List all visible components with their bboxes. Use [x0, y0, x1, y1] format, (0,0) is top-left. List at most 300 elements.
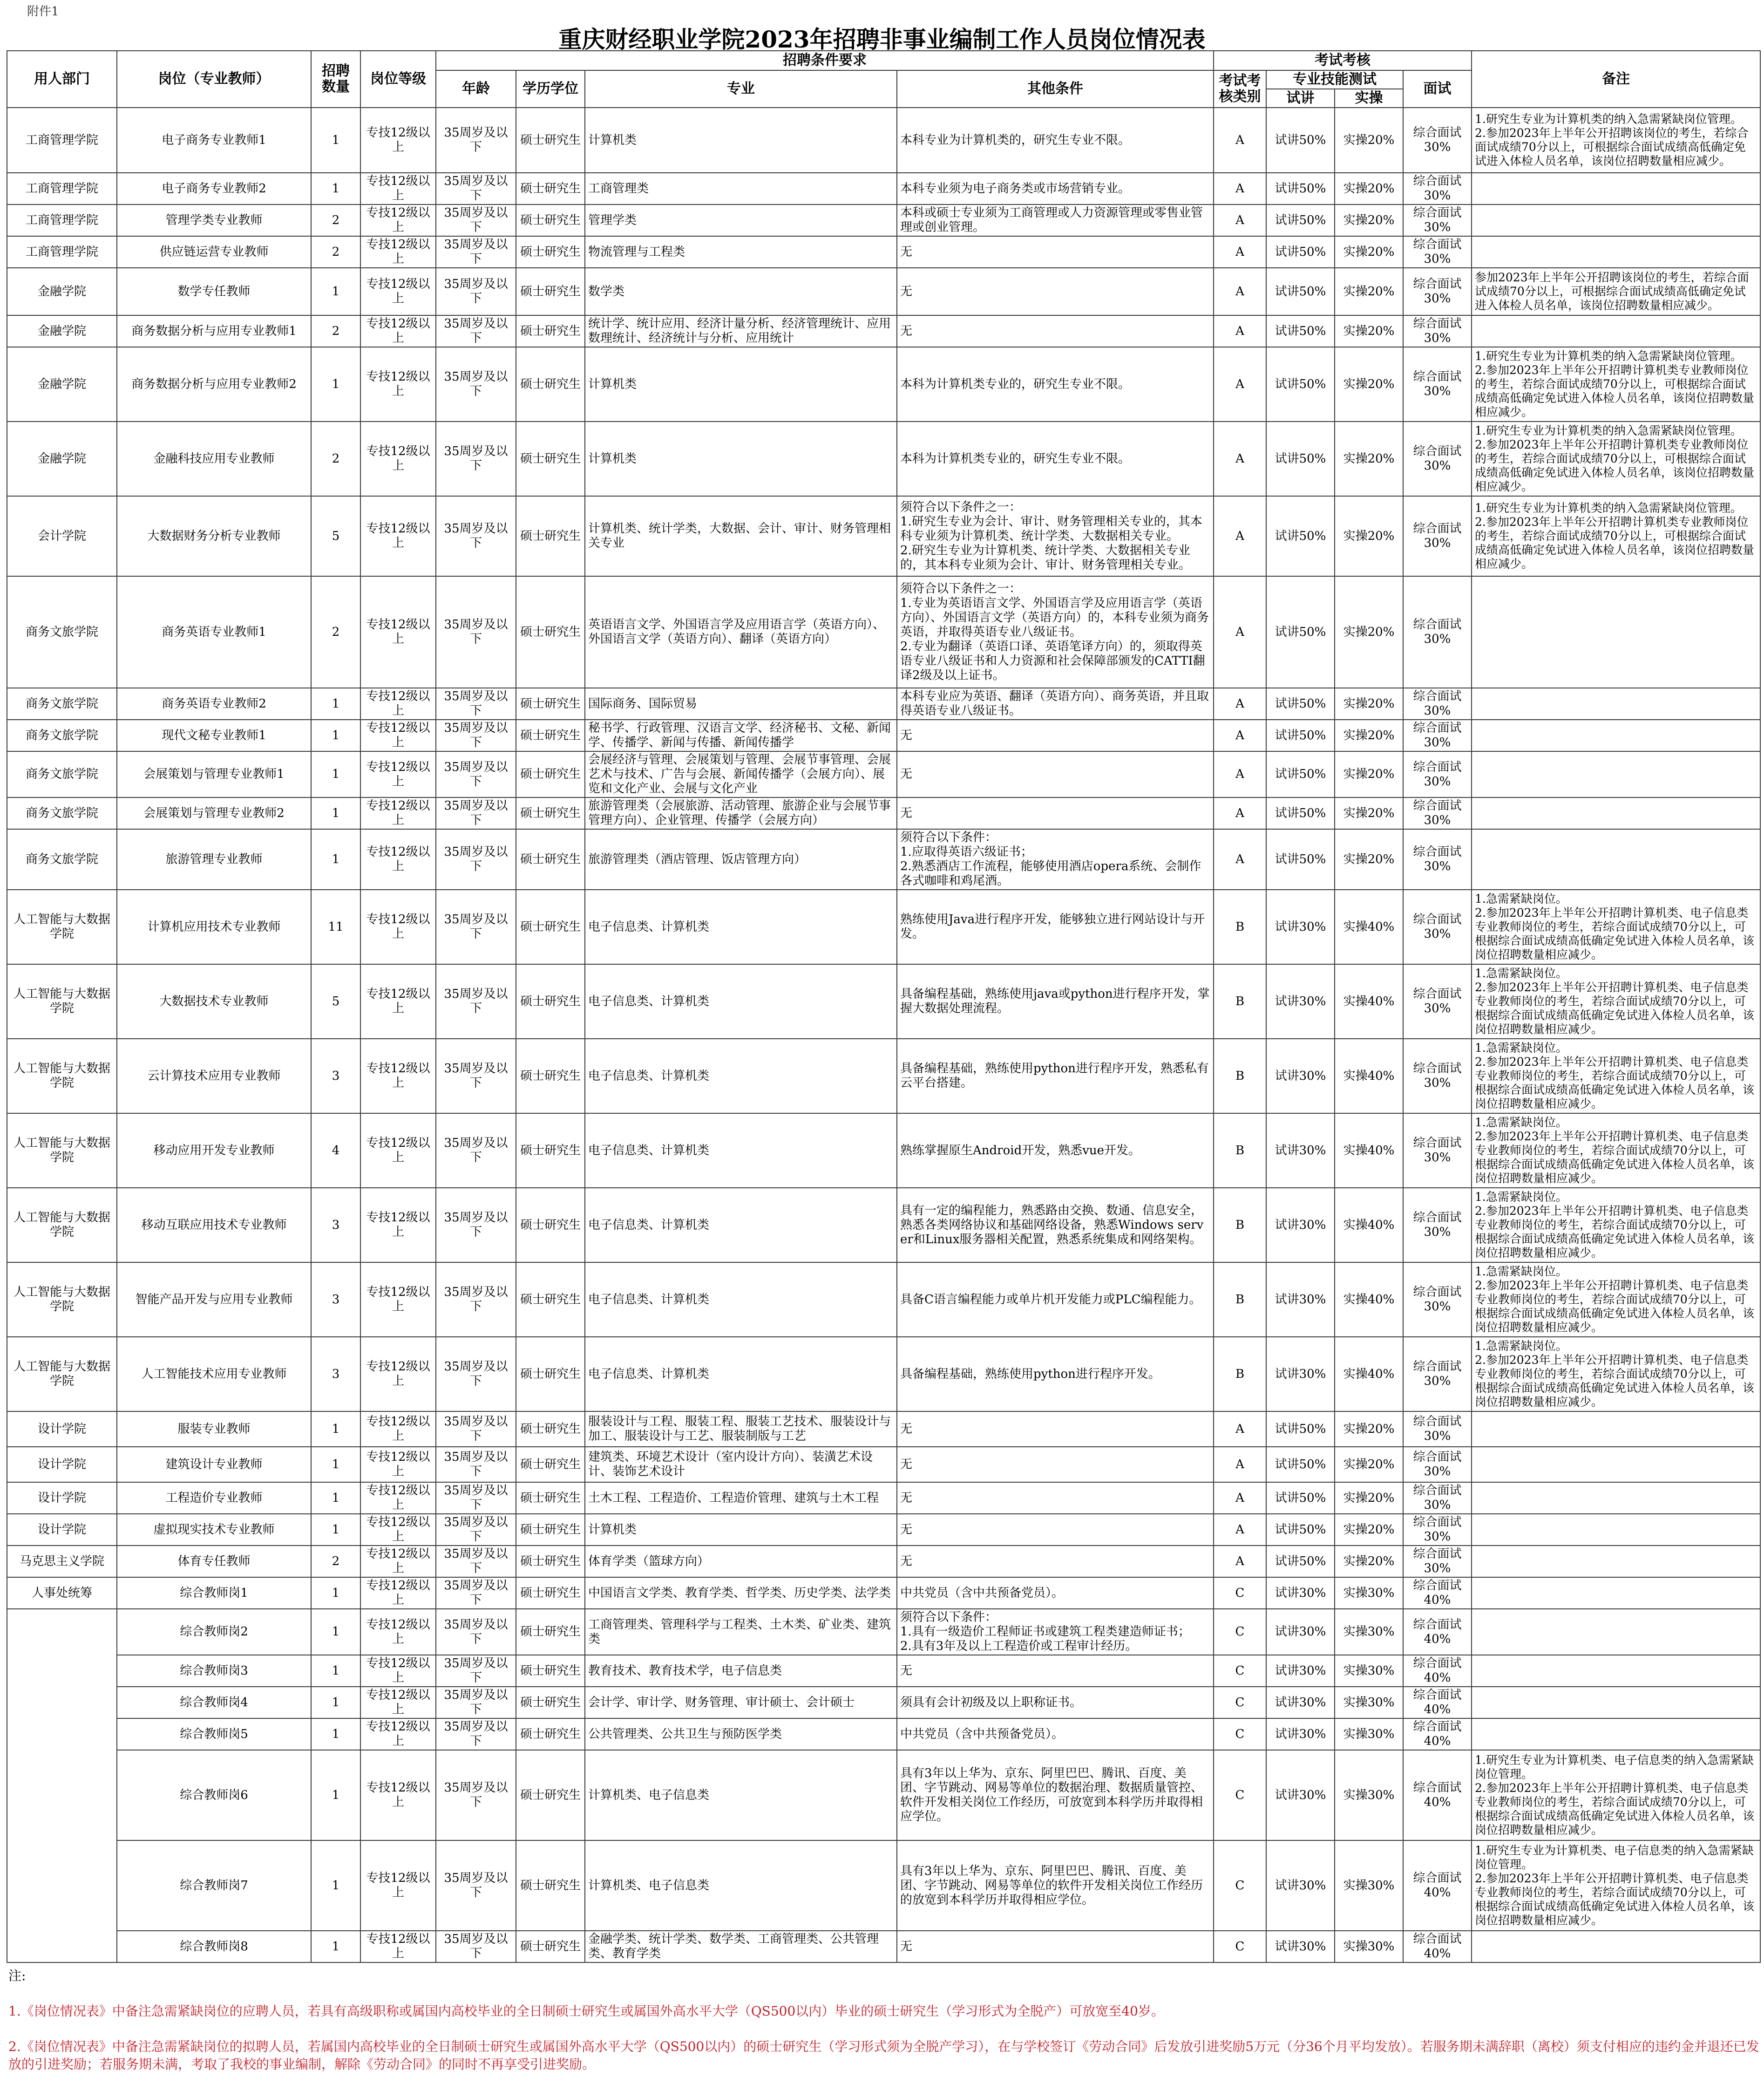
exam-category-cell: A [1214, 496, 1266, 576]
practice-cell: 实操20% [1335, 1546, 1403, 1577]
note-1: 1.《岗位情况表》中备注急需紧缺岗位的应聘人员，若具有高级职称或属国内高校毕业的全日制硕士研究生或属国外高水平大学（QS500以内）毕业的硕士研究生（学习形式为全脱产）可放宽至40岁。 [8, 2003, 1164, 2019]
other-cell: 无 [897, 720, 1214, 751]
count-cell: 1 [311, 347, 360, 422]
age-cell: 35周岁及以下 [436, 1546, 516, 1577]
table-row [7, 422, 1760, 496]
remark-cell [1472, 797, 1760, 829]
dept-cell: 工商管理学院 [7, 173, 117, 204]
practice-cell: 实操30% [1335, 1931, 1403, 1962]
table-body [7, 108, 1760, 1962]
edu-cell: 硕士研究生 [516, 720, 585, 751]
remark-cell [1472, 1655, 1760, 1687]
count-cell: 1 [311, 1931, 360, 1962]
interview-cell: 综合面试 40% [1403, 1750, 1472, 1840]
interview-cell: 综合面试 30% [1403, 1337, 1472, 1411]
remark-cell: 1.急需紧缺岗位。 2.参加2023年上半年公开招聘计算机类、电子信息类专业教师岗位的考生，若综合面试成绩70分以上，可根据综合面试成绩高低确定免试进入体检人员名单，该岗位招聘数量相应减少。 [1472, 1337, 1760, 1411]
other-cell: 具有一定的编程能力，熟悉路由交换、数通、信息安全，熟悉各类网络协议和基础网络设备，熟悉Windows server和Linux服务器相关配置，熟悉系统集成和网络架构。 [897, 1188, 1214, 1262]
exam-category-cell: A [1214, 829, 1266, 890]
major-cell: 电子信息类、计算机类 [585, 1262, 897, 1337]
edu-cell: 硕士研究生 [516, 1655, 585, 1687]
other-cell: 须符合以下条件之一： 1.研究生专业为会计、审计、财务管理相关专业的，其本科专业须为计算机类、统计学类、大数据相关专业。 2.研究生专业为计算机类、统计学类、大数据相关专业的，其本科专业须为会计、审计、财务管理相关专业。 [897, 496, 1214, 576]
practice-cell: 实操20% [1335, 1482, 1403, 1514]
other-cell: 无 [897, 236, 1214, 268]
major-cell: 工商管理类 [585, 173, 897, 204]
remark-cell: 1.急需紧缺岗位。 2.参加2023年上半年公开招聘计算机类、电子信息类专业教师岗位的考生，若综合面试成绩70分以上，可根据综合面试成绩高低确定免试进入体检人员名单，该岗位招聘数量相应减少。 [1472, 1188, 1760, 1262]
count-cell: 1 [311, 1718, 360, 1750]
edu-cell: 硕士研究生 [516, 1447, 585, 1482]
other-cell: 无 [897, 1931, 1214, 1962]
practice-cell: 实操20% [1335, 496, 1403, 576]
dept-cell: 人工智能与大数据学院 [7, 964, 117, 1039]
post-cell: 综合教师岗2 [117, 1609, 311, 1655]
exam-category-cell: B [1214, 1262, 1266, 1337]
remark-cell: 1.急需紧缺岗位。 2.参加2023年上半年公开招聘计算机类、电子信息类专业教师岗位的考生，若综合面试成绩70分以上，可根据综合面试成绩高低确定免试进入体检人员名单，该岗位招聘数量相应减少。 [1472, 1039, 1760, 1113]
interview-cell: 综合面试 30% [1403, 829, 1472, 890]
count-cell: 1 [311, 1482, 360, 1514]
page-title: 重庆财经职业学院2023年招聘非事业编制工作人员岗位情况表 [558, 26, 1206, 53]
count-cell: 2 [311, 315, 360, 347]
header-post: 岗位（专业教师） [117, 51, 311, 108]
edu-cell: 硕士研究生 [516, 204, 585, 236]
exam-category-cell: C [1214, 1687, 1266, 1718]
table-row [7, 204, 1760, 236]
other-cell: 无 [897, 1482, 1214, 1514]
major-cell: 电子信息类、计算机类 [585, 890, 897, 964]
level-cell: 专技12级以上 [360, 1262, 436, 1337]
major-cell: 计算机类、电子信息类 [585, 1750, 897, 1840]
lecture-cell: 试讲30% [1266, 1262, 1335, 1337]
interview-cell: 综合面试 30% [1403, 797, 1472, 829]
major-cell: 公共管理类、公共卫生与预防医学类 [585, 1718, 897, 1750]
interview-cell: 综合面试 30% [1403, 576, 1472, 688]
interview-cell: 综合面试 30% [1403, 1482, 1472, 1514]
level-cell: 专技12级以上 [360, 1411, 436, 1447]
major-cell: 英语语言文学、外国语言学及应用语言学（英语方向）、外国语言文学（英语方向）、翻译（英语方向） [585, 576, 897, 688]
post-cell: 金融科技应用专业教师 [117, 422, 311, 496]
other-cell: 本科为计算机类专业的，研究生专业不限。 [897, 422, 1214, 496]
interview-cell: 综合面试 30% [1403, 751, 1472, 797]
other-cell: 本科专业应为英语、翻译（英语方向）、商务英语，并且取得英语专业八级证书。 [897, 688, 1214, 720]
lecture-cell: 试讲50% [1266, 720, 1335, 751]
level-cell: 专技12级以上 [360, 1337, 436, 1411]
level-cell: 专技12级以上 [360, 315, 436, 347]
practice-cell: 实操20% [1335, 576, 1403, 688]
table-row [7, 1577, 1760, 1609]
exam-category-cell: A [1214, 268, 1266, 315]
level-cell: 专技12级以上 [360, 236, 436, 268]
edu-cell: 硕士研究生 [516, 422, 585, 496]
level-cell: 专技12级以上 [360, 829, 436, 890]
header-major: 专业 [585, 70, 897, 108]
level-cell: 专技12级以上 [360, 1840, 436, 1931]
level-cell: 专技12级以上 [360, 688, 436, 720]
exam-category-cell: A [1214, 1447, 1266, 1482]
level-cell: 专技12级以上 [360, 890, 436, 964]
age-cell: 35周岁及以下 [436, 890, 516, 964]
practice-cell: 实操40% [1335, 1188, 1403, 1262]
major-cell: 秘书学、行政管理、汉语言文学、经济秘书、文秘、新闻学、传播学、新闻与传播、新闻传播学 [585, 720, 897, 751]
header-remark: 备注 [1472, 51, 1760, 108]
edu-cell: 硕士研究生 [516, 1687, 585, 1718]
count-cell: 2 [311, 236, 360, 268]
dept-cell: 商务文旅学院 [7, 688, 117, 720]
age-cell: 35周岁及以下 [436, 1931, 516, 1962]
other-cell: 本科或硕士专业须为工商管理或人力资源管理或零售业管理或创业管理。 [897, 204, 1214, 236]
table-row [7, 1546, 1760, 1577]
dept-cell: 马克思主义学院 [7, 1546, 117, 1577]
exam-category-cell: C [1214, 1750, 1266, 1840]
post-cell: 计算机应用技术专业教师 [117, 890, 311, 964]
other-cell: 中共党员（含中共预备党员）。 [897, 1718, 1214, 1750]
count-cell: 3 [311, 1337, 360, 1411]
table-row [7, 173, 1760, 204]
notes-label: 注: [8, 1968, 26, 1983]
lecture-cell: 试讲30% [1266, 1113, 1335, 1188]
lecture-cell: 试讲50% [1266, 1514, 1335, 1546]
header-age: 年龄 [436, 70, 516, 108]
count-cell: 5 [311, 964, 360, 1039]
major-cell: 会展经济与管理、会展策划与管理、会展节事管理、会展艺术与技术、广告与会展、新闻传播学（会展方向）、展览和文化产业、会展与文化产业 [585, 751, 897, 797]
interview-cell: 综合面试 30% [1403, 1039, 1472, 1113]
practice-cell: 实操20% [1335, 1411, 1403, 1447]
level-cell: 专技12级以上 [360, 496, 436, 576]
remark-cell: 1.急需紧缺岗位。 2.参加2023年上半年公开招聘计算机类、电子信息类专业教师岗位的考生，若综合面试成绩70分以上，可根据综合面试成绩高低确定免试进入体检人员名单，该岗位招聘数量相应减少。 [1472, 964, 1760, 1039]
interview-cell: 综合面试 40% [1403, 1655, 1472, 1687]
major-cell: 国际商务、国际贸易 [585, 688, 897, 720]
age-cell: 35周岁及以下 [436, 688, 516, 720]
remark-cell: 1.研究生专业为计算机类、电子信息类的纳入急需紧缺岗位管理。 2.参加2023年上半年公开招聘计算机类、电子信息类专业教师岗位的考生，若综合面试成绩70分以上，可根据综合面试成绩高低确定免试进入体检人员名单，该岗位招聘数量相应减少。 [1472, 1840, 1760, 1931]
level-cell: 专技12级以上 [360, 1655, 436, 1687]
level-cell: 专技12级以上 [360, 1546, 436, 1577]
lecture-cell: 试讲30% [1266, 1039, 1335, 1113]
post-cell: 服装专业教师 [117, 1411, 311, 1447]
age-cell: 35周岁及以下 [436, 422, 516, 496]
interview-cell: 综合面试 40% [1403, 1840, 1472, 1931]
post-cell: 移动互联应用技术专业教师 [117, 1188, 311, 1262]
age-cell: 35周岁及以下 [436, 1337, 516, 1411]
header-practice: 实操 [1335, 89, 1403, 108]
header-lecture: 试讲 [1266, 89, 1335, 108]
edu-cell: 硕士研究生 [516, 1411, 585, 1447]
remark-cell [1472, 576, 1760, 688]
practice-cell: 实操20% [1335, 315, 1403, 347]
remark-cell [1472, 173, 1760, 204]
post-cell: 虚拟现实技术专业教师 [117, 1514, 311, 1546]
other-cell: 无 [897, 315, 1214, 347]
edu-cell: 硕士研究生 [516, 964, 585, 1039]
practice-cell: 实操30% [1335, 1655, 1403, 1687]
table-row [7, 797, 1760, 829]
age-cell: 35周岁及以下 [436, 751, 516, 797]
age-cell: 35周岁及以下 [436, 1411, 516, 1447]
remark-cell [1472, 1546, 1760, 1577]
lecture-cell: 试讲50% [1266, 204, 1335, 236]
level-cell: 专技12级以上 [360, 204, 436, 236]
level-cell: 专技12级以上 [360, 108, 436, 173]
level-cell: 专技12级以上 [360, 576, 436, 688]
footnotes [8, 1949, 1759, 2091]
post-cell: 综合教师岗1 [117, 1577, 311, 1609]
other-cell: 无 [897, 751, 1214, 797]
edu-cell: 硕士研究生 [516, 829, 585, 890]
count-cell: 4 [311, 1113, 360, 1188]
age-cell: 35周岁及以下 [436, 1655, 516, 1687]
interview-cell: 综合面试 30% [1403, 173, 1472, 204]
exam-category-cell: A [1214, 1514, 1266, 1546]
post-cell: 综合教师岗3 [117, 1655, 311, 1687]
practice-cell: 实操20% [1335, 422, 1403, 496]
count-cell: 1 [311, 108, 360, 173]
level-cell: 专技12级以上 [360, 751, 436, 797]
age-cell: 35周岁及以下 [436, 268, 516, 315]
lecture-cell: 试讲30% [1266, 1609, 1335, 1655]
level-cell: 专技12级以上 [360, 1718, 436, 1750]
post-cell: 智能产品开发与应用专业教师 [117, 1262, 311, 1337]
major-cell: 旅游管理类（会展旅游、活动管理、旅游企业与会展节事管理方向）、企业管理、传播学（会展方向） [585, 797, 897, 829]
exam-category-cell: A [1214, 204, 1266, 236]
other-cell: 本科专业须为电子商务类或市场营销专业。 [897, 173, 1214, 204]
major-cell: 电子信息类、计算机类 [585, 1188, 897, 1262]
header-skill-test: 专业技能测试 [1266, 70, 1403, 89]
table-row [7, 1039, 1760, 1113]
count-cell: 3 [311, 1262, 360, 1337]
exam-category-cell: B [1214, 1337, 1266, 1411]
table-row [7, 829, 1760, 890]
table-row [7, 751, 1760, 797]
other-cell: 具备编程基础，熟练使用java或python进行程序开发，掌握大数据处理流程。 [897, 964, 1214, 1039]
lecture-cell: 试讲50% [1266, 347, 1335, 422]
edu-cell: 硕士研究生 [516, 496, 585, 576]
lecture-cell: 试讲50% [1266, 422, 1335, 496]
age-cell: 35周岁及以下 [436, 829, 516, 890]
major-cell: 金融学类、统计学类、数学类、工商管理类、公共管理类、教育学类 [585, 1931, 897, 1962]
interview-cell: 综合面试 30% [1403, 1514, 1472, 1546]
dept-cell: 商务文旅学院 [7, 829, 117, 890]
major-cell: 物流管理与工程类 [585, 236, 897, 268]
table-row [7, 1655, 1760, 1687]
interview-cell: 综合面试 30% [1403, 422, 1472, 496]
age-cell: 35周岁及以下 [436, 204, 516, 236]
interview-cell: 综合面试 30% [1403, 890, 1472, 964]
other-cell: 本科为计算机类专业的，研究生专业不限。 [897, 347, 1214, 422]
edu-cell: 硕士研究生 [516, 1188, 585, 1262]
practice-cell: 实操40% [1335, 964, 1403, 1039]
edu-cell: 硕士研究生 [516, 1514, 585, 1546]
remark-cell [1472, 1687, 1760, 1718]
other-cell: 无 [897, 268, 1214, 315]
practice-cell: 实操20% [1335, 751, 1403, 797]
edu-cell: 硕士研究生 [516, 890, 585, 964]
post-cell: 体育专任教师 [117, 1546, 311, 1577]
exam-category-cell: C [1214, 1718, 1266, 1750]
table-row [7, 890, 1760, 964]
count-cell: 1 [311, 751, 360, 797]
other-cell: 熟练掌握原生Android开发，熟悉vue开发。 [897, 1113, 1214, 1188]
interview-cell: 综合面试 40% [1403, 1687, 1472, 1718]
post-cell: 电子商务专业教师1 [117, 108, 311, 173]
dept-cell: 金融学院 [7, 422, 117, 496]
table-row [7, 1687, 1760, 1718]
level-cell: 专技12级以上 [360, 797, 436, 829]
exam-category-cell: B [1214, 964, 1266, 1039]
age-cell: 35周岁及以下 [436, 1514, 516, 1546]
other-cell: 须符合以下条件： 1.应取得英语六级证书； 2.熟悉酒店工作流程，能够使用酒店opera系统、会制作各式咖啡和鸡尾酒。 [897, 829, 1214, 890]
interview-cell: 综合面试 30% [1403, 204, 1472, 236]
remark-cell [1472, 1609, 1760, 1655]
remark-cell [1472, 751, 1760, 797]
dept-cell: 人工智能与大数据学院 [7, 1337, 117, 1411]
lecture-cell: 试讲30% [1266, 1687, 1335, 1718]
lecture-cell: 试讲50% [1266, 751, 1335, 797]
major-cell: 计算机类、电子信息类 [585, 1840, 897, 1931]
count-cell: 2 [311, 422, 360, 496]
edu-cell: 硕士研究生 [516, 797, 585, 829]
edu-cell: 硕士研究生 [516, 1113, 585, 1188]
interview-cell: 综合面试 30% [1403, 315, 1472, 347]
header-interview: 面试 [1403, 70, 1472, 108]
dept-cell: 金融学院 [7, 268, 117, 315]
age-cell: 35周岁及以下 [436, 236, 516, 268]
remark-cell: 1.研究生专业为计算机类的纳入急需紧缺岗位管理。 2.参加2023年上半年公开招聘计算机类专业教师岗位的考生，若综合面试成绩70分以上，可根据综合面试成绩高低确定免试进入体检人员名单，该岗位招聘数量相应减少。 [1472, 422, 1760, 496]
lecture-cell: 试讲30% [1266, 1718, 1335, 1750]
level-cell: 专技12级以上 [360, 347, 436, 422]
remark-cell: 1.研究生专业为计算机类的纳入急需紧缺岗位管理。 2.参加2023年上半年公开招聘计算机类专业教师岗位的考生，若综合面试成绩70分以上，可根据综合面试成绩高低确定免试进入体检人员名单，该岗位招聘数量相应减少。 [1472, 496, 1760, 576]
remark-cell: 1.急需紧缺岗位。 2.参加2023年上半年公开招聘计算机类、电子信息类专业教师岗位的考生，若综合面试成绩70分以上，可根据综合面试成绩高低确定免试进入体检人员名单，该岗位招聘数量相应减少。 [1472, 1113, 1760, 1188]
table-row [7, 688, 1760, 720]
exam-category-cell: C [1214, 1609, 1266, 1655]
exam-category-cell: A [1214, 1546, 1266, 1577]
table-row [7, 1514, 1760, 1546]
major-cell: 建筑类、环境艺术设计（室内设计方向）、装潢艺术设计、装饰艺术设计 [585, 1447, 897, 1482]
practice-cell: 实操40% [1335, 1262, 1403, 1337]
count-cell: 1 [311, 797, 360, 829]
interview-cell: 综合面试 30% [1403, 720, 1472, 751]
exam-category-cell: A [1214, 720, 1266, 751]
age-cell: 35周岁及以下 [436, 1718, 516, 1750]
other-cell: 具有3年以上华为、京东、阿里巴巴、腾讯、百度、美团、字节跳动、网易等单位的数据治理、数据质量管控、软件开发相关岗位工作经历，可放宽到本科学历并取得相应学位。 [897, 1750, 1214, 1840]
post-cell: 商务数据分析与应用专业教师1 [117, 315, 311, 347]
dept-cell: 商务文旅学院 [7, 797, 117, 829]
interview-cell: 综合面试 30% [1403, 268, 1472, 315]
other-cell: 须符合以下条件： 1.具有一级造价工程师证书或建筑工程类建造师证书； 2.具有3年及以上工程造价或工程审计经历。 [897, 1609, 1214, 1655]
post-cell: 数学专任教师 [117, 268, 311, 315]
other-cell: 本科专业为计算机类的，研究生专业不限。 [897, 108, 1214, 173]
remark-cell: 1.急需紧缺岗位。 2.参加2023年上半年公开招聘计算机类、电子信息类专业教师岗位的考生，若综合面试成绩70分以上，可根据综合面试成绩高低确定免试进入体检人员名单，该岗位招聘数量相应减少。 [1472, 1262, 1760, 1337]
post-cell: 综合教师岗6 [117, 1750, 311, 1840]
table-row [7, 315, 1760, 347]
lecture-cell: 试讲30% [1266, 1840, 1335, 1931]
post-cell: 大数据财务分析专业教师 [117, 496, 311, 576]
lecture-cell: 试讲50% [1266, 829, 1335, 890]
practice-cell: 实操20% [1335, 268, 1403, 315]
table-row [7, 1262, 1760, 1337]
remark-cell [1472, 1577, 1760, 1609]
lecture-cell: 试讲50% [1266, 268, 1335, 315]
other-cell: 具备编程基础，熟练使用python进行程序开发。 [897, 1337, 1214, 1411]
practice-cell: 实操20% [1335, 347, 1403, 422]
lecture-cell: 试讲50% [1266, 1546, 1335, 1577]
age-cell: 35周岁及以下 [436, 1113, 516, 1188]
dept-cell: 人工智能与大数据学院 [7, 1039, 117, 1113]
dept-cell: 会计学院 [7, 496, 117, 576]
age-cell: 35周岁及以下 [436, 1840, 516, 1931]
level-cell: 专技12级以上 [360, 964, 436, 1039]
exam-category-cell: A [1214, 236, 1266, 268]
post-cell: 管理学类专业教师 [117, 204, 311, 236]
table-row [7, 108, 1760, 173]
practice-cell: 实操30% [1335, 1840, 1403, 1931]
age-cell: 35周岁及以下 [436, 347, 516, 422]
lecture-cell: 试讲30% [1266, 1337, 1335, 1411]
practice-cell: 实操40% [1335, 890, 1403, 964]
exam-category-cell: C [1214, 1577, 1266, 1609]
edu-cell: 硕士研究生 [516, 268, 585, 315]
other-cell: 无 [897, 1447, 1214, 1482]
table-row [7, 1411, 1760, 1447]
dept-cell: 人事处统筹 [7, 1577, 117, 1609]
exam-category-cell: A [1214, 108, 1266, 173]
table-row [7, 1609, 1760, 1655]
count-cell: 3 [311, 1039, 360, 1113]
table-row [7, 1337, 1760, 1411]
practice-cell: 实操20% [1335, 797, 1403, 829]
remark-cell [1472, 1482, 1760, 1514]
table-row [7, 1840, 1760, 1931]
major-cell: 服装设计与工程、服装工程、服装工艺技术、服装设计与加工、服装设计与工艺、服装制版与工艺 [585, 1411, 897, 1447]
lecture-cell: 试讲50% [1266, 173, 1335, 204]
exam-category-cell: B [1214, 1039, 1266, 1113]
level-cell: 专技12级以上 [360, 720, 436, 751]
dept-cell: 工商管理学院 [7, 236, 117, 268]
major-cell: 旅游管理类（酒店管理、饭店管理方向） [585, 829, 897, 890]
interview-cell: 综合面试 40% [1403, 1577, 1472, 1609]
table-row [7, 1447, 1760, 1482]
age-cell: 35周岁及以下 [436, 1687, 516, 1718]
post-cell: 移动应用开发专业教师 [117, 1113, 311, 1188]
practice-cell: 实操20% [1335, 204, 1403, 236]
dept-cell: 人工智能与大数据学院 [7, 1188, 117, 1262]
interview-cell: 综合面试 30% [1403, 1546, 1472, 1577]
exam-category-cell: A [1214, 173, 1266, 204]
remark-cell [1472, 1411, 1760, 1447]
count-cell: 1 [311, 1447, 360, 1482]
major-cell: 会计学、审计学、财务管理、审计硕士、会计硕士 [585, 1687, 897, 1718]
level-cell: 专技12级以上 [360, 1750, 436, 1840]
level-cell: 专技12级以上 [360, 1609, 436, 1655]
edu-cell: 硕士研究生 [516, 1609, 585, 1655]
other-cell: 无 [897, 797, 1214, 829]
practice-cell: 实操30% [1335, 1750, 1403, 1840]
age-cell: 35周岁及以下 [436, 720, 516, 751]
interview-cell: 综合面试 30% [1403, 964, 1472, 1039]
post-cell: 综合教师岗8 [117, 1931, 311, 1962]
header-other: 其他条件 [897, 70, 1214, 108]
post-cell: 大数据技术专业教师 [117, 964, 311, 1039]
major-cell: 管理学类 [585, 204, 897, 236]
age-cell: 35周岁及以下 [436, 1609, 516, 1655]
post-cell: 综合教师岗4 [117, 1687, 311, 1718]
age-cell: 35周岁及以下 [436, 1750, 516, 1840]
practice-cell: 实操20% [1335, 1514, 1403, 1546]
practice-cell: 实操20% [1335, 236, 1403, 268]
post-cell: 工程造价专业教师 [117, 1482, 311, 1514]
practice-cell: 实操20% [1335, 108, 1403, 173]
count-cell: 2 [311, 1546, 360, 1577]
dept-cell: 设计学院 [7, 1482, 117, 1514]
exam-category-cell: A [1214, 1482, 1266, 1514]
remark-cell: 1.研究生专业为计算机类、电子信息类的纳入急需紧缺岗位管理。 2.参加2023年上半年公开招聘计算机类、电子信息类专业教师岗位的考生，若综合面试成绩70分以上，可根据综合面试成绩高低确定免试进入体检人员名单，该岗位招聘数量相应减少。 [1472, 1750, 1760, 1840]
post-cell: 商务英语专业教师1 [117, 576, 311, 688]
